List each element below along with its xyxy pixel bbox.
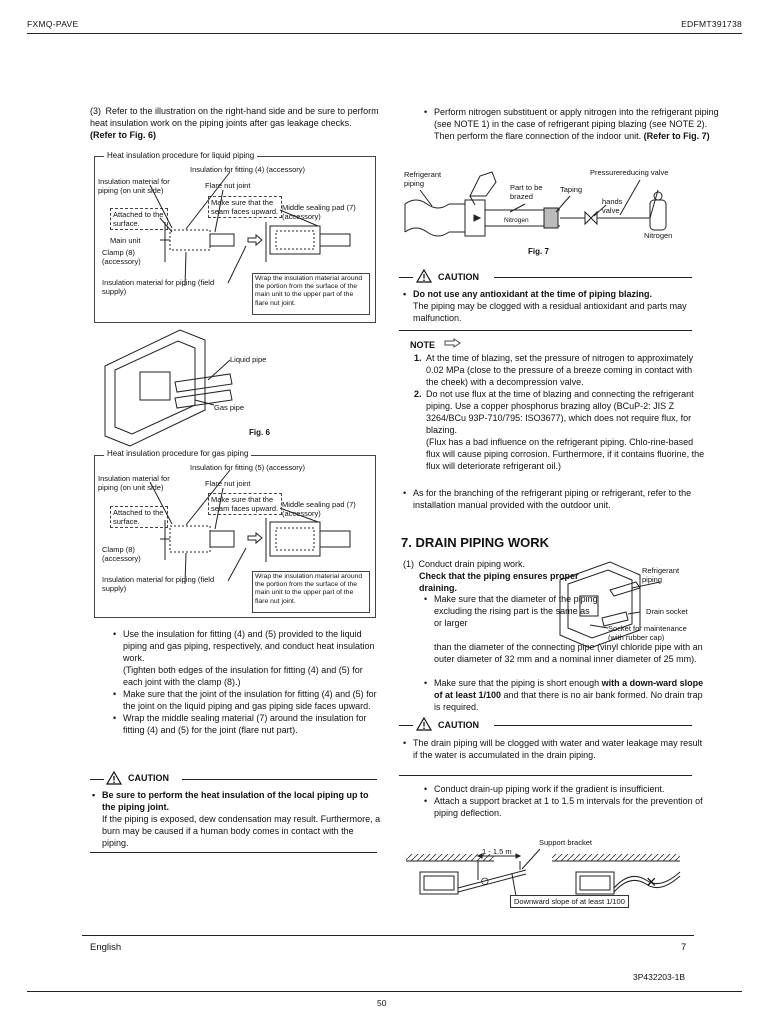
right-caution1-text: The piping may be clogged with a residual antioxidant and parts may malfunction. [413, 301, 687, 323]
ok-mark-icon: ○ [480, 873, 490, 890]
footer-page: 7 [681, 942, 687, 953]
page-number: 50 [377, 998, 387, 1008]
step-3: (3) Refer to the illustration on the right-hand side and be sure to perform heat insulation work on the piping joints after gas leakage checks. (Refer to Fig. 6) [90, 106, 379, 140]
left-caution-bold: • Be sure to perform the heat insulation of the local piping up to the piping joint. [92, 789, 382, 813]
bullet-support-bracket: • Attach a support bracket at 1 to 1.5 m intervals for the prevention of piping deflection. [424, 795, 704, 819]
footer-language: English [90, 942, 122, 953]
branching-note: • As for the branching of the refrigerant piping or refrigerant, refer to the installation manual provided with the outdoor unit. [403, 487, 703, 511]
fig7-refrigerant: Refrigerant piping [404, 170, 442, 188]
drain-fig-socket: Drain socket [646, 607, 688, 616]
bracket-fig-interval: 1 - 1.5 m [482, 847, 512, 856]
fig7-caption: Fig. 7 [528, 247, 549, 256]
bullet-drain-up: • Conduct drain-up piping work if the gradient is insufficient. [424, 783, 704, 795]
header-model: FXMQ-PAVE [27, 19, 79, 29]
right-caution1-bold: • Do not use any antioxidant at the time of piping blazing. [403, 288, 703, 300]
bullet-tighten: (Tighten both edges of the insulation for fitting (4) and (5) for each joint with the clamp (8).) [123, 665, 363, 687]
liquid-flare-nut: Flare nut joint [205, 181, 251, 190]
drain-fig-maintenance: Socket for maintenance (with rubber cap) [608, 624, 687, 642]
drain-step: (1) Conduct drain piping work. Check that the piping ensures proper draining. [403, 559, 579, 593]
ng-mark-icon: × [646, 872, 657, 892]
gas-seam-note: Make sure that the seam faces upward. [208, 493, 282, 515]
footer-part-code: 3P432203-1B [633, 972, 685, 982]
drain-bullet-diameter: • Make sure that the diameter of the piping excluding the rising part is the same as or larger [424, 593, 599, 629]
gas-box-title: Heat insulation procedure for gas piping [104, 449, 251, 459]
gas-ins-unit: Insulation material for piping (on unit side) [98, 474, 170, 492]
liquid-attached-note: Attached to the surface. [110, 208, 168, 230]
fig7-pressure-valve: Pressurereducing valve [590, 168, 669, 177]
section-title: 7. DRAIN PIPING WORK [401, 535, 550, 550]
fig6-gas-pipe: Gas pipe [214, 403, 245, 412]
gas-ins-fitting: Insulation for fitting (5) (accessory) [190, 463, 306, 472]
right-caution1-title: CAUTION [438, 272, 479, 282]
fig6-liquid-pipe: Liquid pipe [230, 355, 267, 364]
left-caution-text: If the piping is exposed, dew condensation may result. Furthermore, a burn may be caused if a human body comes in contact with the piping. [102, 814, 381, 848]
gas-clamp: Clamp (8) (accessory) [102, 545, 141, 563]
bullet-wrap-middle: • Wrap the middle sealing material (7) around the insulation for fitting (4) and (5) for the joint (flare nut part). [113, 712, 378, 736]
bullet-use-insulation: • Use the insulation for fitting (4) and (5) provided to the liquid piping and gas piping, respectively, and conduct heat insulation work. [113, 628, 378, 664]
left-caution-title: CAUTION [128, 773, 169, 783]
gas-attached-note: Attached to the surface. [110, 506, 168, 528]
right-caution2-title: CAUTION [438, 720, 479, 730]
drain-fig-refrigerant: Refrigerant piping [642, 566, 680, 584]
gas-middle-pad: Middle sealing pad (7) (accessory) [282, 500, 356, 518]
liquid-wrap-note: Wrap the insulation material around the portion from the surface of the main unit to the upper part of the flare nut joint. [252, 273, 370, 315]
bracket-fig-slope: Downward slope of at least 1/100 [510, 895, 629, 908]
liquid-clamp: Clamp (8) (accessory) [102, 248, 141, 266]
drain-bullet-slope: • Make sure that the piping is short enough with a down-ward slope of at least 1/100 and that there is no air bank formed. No drain trap is required. [424, 677, 704, 713]
note-title: NOTE [410, 340, 436, 350]
liquid-ins-fitting: Insulation for fitting (4) (accessory) [190, 165, 306, 174]
gas-flare-nut: Flare nut joint [205, 479, 251, 488]
right-caution2-body: • The drain piping will be clogged with water and water leakage may result if the water is accumulated in the drain piping. [403, 737, 703, 761]
nitrogen-instruction: • Perform nitrogen substituent or apply nitrogen into the refrigerant piping (see NOTE 1) in the case of refrigerant piping blazing (see NOTE 2). Then perform the flare connection of the indoor unit. (Refer to Fig. 7) [424, 106, 724, 142]
bracket-fig-support: Support bracket [539, 838, 592, 847]
footer-rule [82, 935, 694, 936]
bottom-rule [27, 991, 742, 992]
liquid-ins-unit: Insulation material for piping (on unit side) [98, 177, 170, 195]
liquid-middle-pad: Middle sealing pad (7) (accessory) [282, 203, 356, 221]
fig7-part-brazed: Part to be brazed [510, 183, 543, 201]
fig7-taping: Taping [560, 185, 583, 194]
fig7-nitrogen-flow: Nitrogen [504, 217, 529, 224]
gas-ins-field: Insulation material for piping (field supply) [102, 575, 215, 593]
liquid-ins-field: Insulation material for piping (field supply) [102, 278, 215, 296]
drain-bullet-diameter-cont: than the diameter of the connecting pipe (vinyl chloride pipe with an outer diameter of 32 mm and a nominal inner diameter of 25 mm). [434, 642, 703, 664]
fig7-hands-valve: hands valve [602, 197, 623, 215]
gas-wrap-note: Wrap the insulation material around the portion from the surface of the main unit to the upper part of the flare nut joint. [252, 571, 370, 613]
note-list: 1. At the time of blazing, set the pressure of nitrogen to approximately 0.02 MPa (close to the pressure of a breeze coming in contact with the cheek) with a decompression valve. 2. Do not use flux at the time of blazing and connecting the refrigerant piping. Use a copper phosphorus brazing alloy (BCuP-2: JIS Z 3264/BCu 93P-710/795: ISO3677), which does not require flux, for blazing. (Flux has a bad influence on the refrigerant piping. Chlo-rine-based flux will cause piping corrosion. Furthermore, if it contains fluorine, the flux will deteriorate refrigerant oil.) [414, 353, 705, 471]
fig7-nitrogen-tank: Nitrogen [644, 231, 673, 240]
bullet-joint-upward: • Make sure that the joint of the insulation for fitting (4) and (5) for the joint on the liquid piping and gas piping side faces upward. [113, 688, 378, 712]
liquid-box-title: Heat insulation procedure for liquid piping [104, 151, 257, 161]
header-doc-code: EDFMT391738 [681, 19, 742, 29]
fig6-caption: Fig. 6 [249, 428, 270, 437]
liquid-main-unit: Main unit [110, 236, 141, 245]
liquid-seam-note: Make sure that the seam faces upward. [208, 196, 282, 218]
